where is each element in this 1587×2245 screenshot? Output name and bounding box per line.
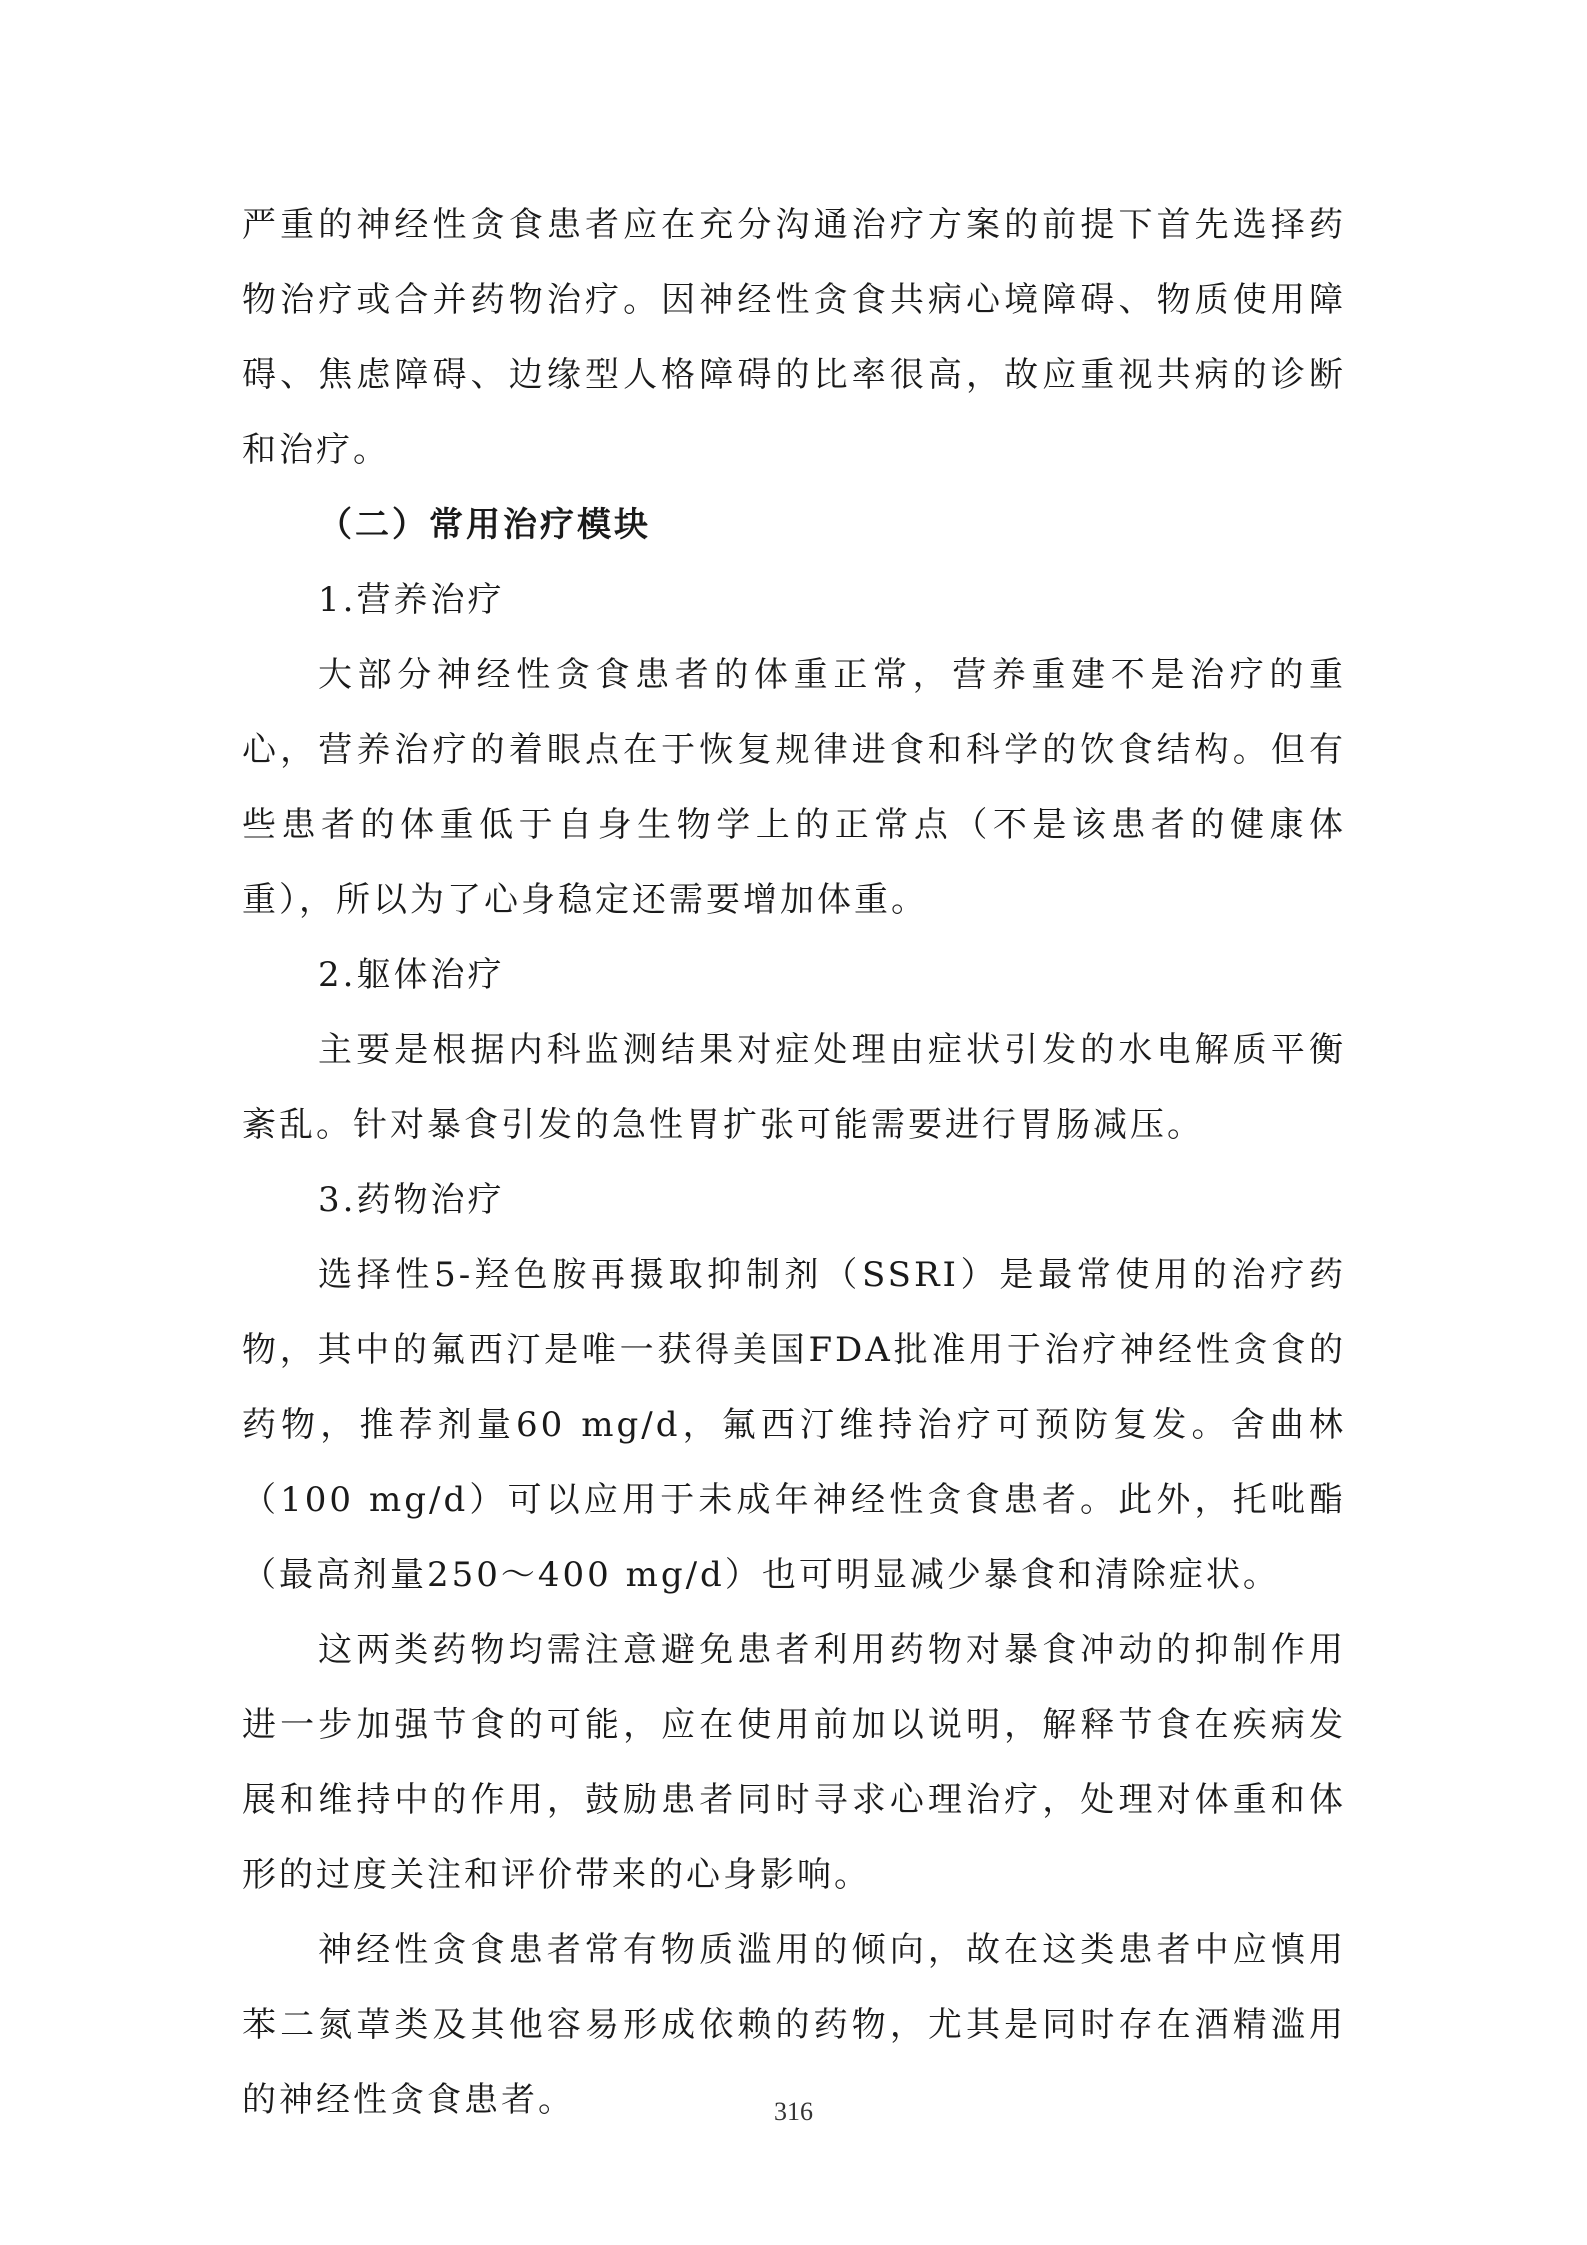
paragraph-substance-abuse: 神经性贪食患者常有物质滥用的倾向，故在这类患者中应慎用苯二氮䓬类及其他容易形成依赖的药物，尤其是同时存在酒精滥用的神经性贪食患者。 [242, 1930, 1346, 2120]
paragraph-somatic: 主要是根据内科监测结果对症处理由症状引发的水电解质平衡紊乱。针对暴食引发的急性胃扩张可能需要进行胃肠减压。 [242, 1030, 1346, 1145]
subheading-somatic: 2.躯体治疗 [318, 955, 505, 995]
paragraph-continuation: 严重的神经性贪食患者应在充分沟通治疗方案的前提下首先选择药物治疗或合并药物治疗。因神经性贪食共病心境障碍、物质使用障碍、焦虑障碍、边缘型人格障碍的比率很高，故应重视共病的诊断和治疗。 [242, 205, 1346, 470]
paragraph-nutrition: 大部分神经性贪食患者的体重正常，营养重建不是治疗的重心，营养治疗的着眼点在于恢复规律进食和科学的饮食结构。但有些患者的体重低于自身生物学上的正常点（不是该患者的健康体重），所以为了心身稳定还需要增加体重。 [242, 655, 1346, 920]
subheading-medication: 3.药物治疗 [318, 1180, 505, 1220]
section-heading: （二）常用治疗模块 [318, 505, 651, 545]
paragraph-medication-caution: 这两类药物均需注意避免患者利用药物对暴食冲动的抑制作用进一步加强节食的可能，应在使用前加以说明，解释节食在疾病发展和维持中的作用，鼓励患者同时寻求心理治疗，处理对体重和体形的过度关注和评价带来的心身影响。 [242, 1630, 1346, 1895]
page-body [242, 188, 1346, 2138]
subheading-nutrition: 1.营养治疗 [318, 580, 505, 620]
paragraph-medication: 选择性5-羟色胺再摄取抑制剂（SSRI）是最常使用的治疗药物，其中的氟西汀是唯一获得美国FDA批准用于治疗神经性贪食的药物，推荐剂量60 mg/d，氟西汀维持治疗可预防复发。舍曲林（100 mg/d）可以应用于未成年神经性贪食患者。此外，托吡酯（最高剂量250～400 mg/d）也可明显减少暴食和清除症状。 [242, 1255, 1346, 1595]
page-number: 316 [774, 2097, 813, 2126]
